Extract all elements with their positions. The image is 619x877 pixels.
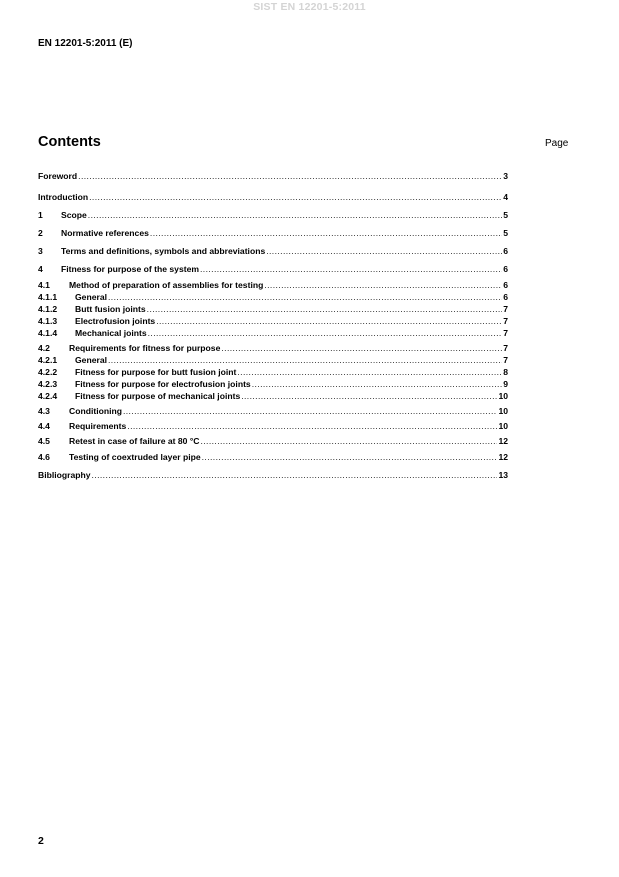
toc-title: Normative references <box>61 228 149 238</box>
toc-number: 4.4 <box>38 421 50 431</box>
toc-page-number: 7 <box>503 316 508 326</box>
document-id: EN 12201-5:2011 (E) <box>38 38 133 49</box>
toc-entry-4[interactable] <box>38 263 508 275</box>
toc-leader-dots <box>127 420 497 432</box>
toc-page-number: 5 <box>503 228 508 238</box>
toc-page-number: 12 <box>498 436 508 446</box>
toc-title: Electrofusion joints <box>75 316 156 326</box>
toc-title: Foreword <box>38 171 78 181</box>
toc-page-number: 7 <box>503 355 508 365</box>
toc-number: 4.1 <box>38 280 50 290</box>
toc-number: 4.2.4 <box>38 391 58 401</box>
toc-entry-4-2-3[interactable] <box>38 378 508 390</box>
toc-page-number: 6 <box>503 280 508 290</box>
toc-page-number: 7 <box>503 304 508 314</box>
toc-entry-4-6[interactable] <box>38 451 508 463</box>
watermark: SIST EN 12201-5:2011 <box>253 1 366 13</box>
toc-title: General <box>75 292 108 302</box>
toc-leader-dots <box>202 451 498 463</box>
toc-entry-bibliography[interactable] <box>38 469 508 481</box>
toc-page-number: 6 <box>503 246 508 256</box>
toc-entry-4-1-2[interactable] <box>38 303 508 315</box>
toc-leader-dots <box>264 279 502 291</box>
toc-entry-introduction[interactable] <box>38 191 508 203</box>
toc-page-number: 7 <box>503 343 508 353</box>
toc-title: Fitness for purpose of mechanical joints <box>75 391 241 401</box>
toc-leader-dots <box>89 191 502 203</box>
toc-leader-dots <box>156 315 502 327</box>
toc-leader-dots <box>148 327 503 339</box>
toc-leader-dots <box>266 245 502 257</box>
toc-title: Introduction <box>38 192 89 202</box>
toc-page-number: 4 <box>503 192 508 202</box>
toc-leader-dots <box>88 209 502 221</box>
toc-page-number: 8 <box>503 367 508 377</box>
toc-number: 4.1.1 <box>38 292 58 302</box>
toc-number: 2 <box>38 228 43 238</box>
toc-title: Mechanical joints <box>75 328 147 338</box>
toc-title: Scope <box>61 210 87 220</box>
toc-page-number: 3 <box>503 171 508 181</box>
toc-title: Butt fusion joints <box>75 304 146 314</box>
toc-number: 4.1.4 <box>38 328 58 338</box>
toc-number: 4 <box>38 264 43 274</box>
toc-number: 4.5 <box>38 436 50 446</box>
toc-entry-4-2[interactable] <box>38 342 508 354</box>
toc-leader-dots <box>147 303 503 315</box>
toc-leader-dots <box>92 469 498 481</box>
toc-title: Retest in case of failure at 80 °C <box>69 436 200 446</box>
toc-leader-dots <box>241 390 497 402</box>
toc-number: 4.1.3 <box>38 316 58 326</box>
toc-entry-4-1-3[interactable] <box>38 315 508 327</box>
toc-entry-4-1-4[interactable] <box>38 327 508 339</box>
toc-number: 4.2 <box>38 343 50 353</box>
toc-number: 4.3 <box>38 406 50 416</box>
page-column-label: Page <box>545 138 569 149</box>
toc-title: Testing of coextruded layer pipe <box>69 452 201 462</box>
toc-title: Fitness for purpose for butt fusion joint <box>75 367 237 377</box>
toc-number: 4.1.2 <box>38 304 58 314</box>
toc-leader-dots <box>237 366 502 378</box>
toc-entry-2[interactable] <box>38 227 508 239</box>
toc-number: 4.2.2 <box>38 367 58 377</box>
toc-entry-4-1-1[interactable] <box>38 291 508 303</box>
toc-page-number: 9 <box>503 379 508 389</box>
toc-title: Conditioning <box>69 406 122 416</box>
toc-page-number: 12 <box>498 452 508 462</box>
toc-page-number: 6 <box>503 264 508 274</box>
toc-title: Terms and definitions, symbols and abbreviations <box>61 246 266 256</box>
toc-number: 4.2.3 <box>38 379 58 389</box>
toc-number: 3 <box>38 246 43 256</box>
toc-page-number: 7 <box>503 328 508 338</box>
toc-page-number: 13 <box>498 470 508 480</box>
toc-entry-4-4[interactable] <box>38 420 508 432</box>
toc-page-number: 10 <box>498 391 508 401</box>
toc-leader-dots <box>221 342 502 354</box>
toc-leader-dots <box>200 435 497 447</box>
toc-leader-dots <box>123 405 497 417</box>
toc-leader-dots <box>252 378 503 390</box>
toc-title: General <box>75 355 108 365</box>
toc-entry-1[interactable] <box>38 209 508 221</box>
toc-number: 4.2.1 <box>38 355 58 365</box>
toc-leader-dots <box>108 291 502 303</box>
toc-number: 1 <box>38 210 43 220</box>
toc-entry-foreword[interactable] <box>38 170 508 182</box>
toc-number: 4.6 <box>38 452 50 462</box>
contents-heading: Contents <box>38 134 101 150</box>
toc-entry-3[interactable] <box>38 245 508 257</box>
toc-leader-dots <box>108 354 502 366</box>
toc-title: Requirements <box>69 421 127 431</box>
toc-page-number: 10 <box>498 421 508 431</box>
toc-entry-4-3[interactable] <box>38 405 508 417</box>
toc-title: Requirements for fitness for purpose <box>69 343 221 353</box>
toc-title: Method of preparation of assemblies for testing <box>69 280 264 290</box>
toc-leader-dots <box>200 263 502 275</box>
toc-leader-dots <box>78 170 502 182</box>
toc-page-number: 5 <box>503 210 508 220</box>
toc-page-number: 6 <box>503 292 508 302</box>
page-number: 2 <box>38 835 44 847</box>
toc-page-number: 10 <box>498 406 508 416</box>
toc-entry-4-2-4[interactable] <box>38 390 508 402</box>
toc-entry-4-1[interactable] <box>38 279 508 291</box>
toc-title: Fitness for purpose of the system <box>61 264 200 274</box>
toc-entry-4-2-1[interactable] <box>38 354 508 366</box>
toc-entry-4-2-2[interactable] <box>38 366 508 378</box>
toc-entry-4-5[interactable] <box>38 435 508 447</box>
toc-title: Bibliography <box>38 470 91 480</box>
toc-title: Fitness for purpose for electrofusion joints <box>75 379 251 389</box>
toc-leader-dots <box>150 227 502 239</box>
